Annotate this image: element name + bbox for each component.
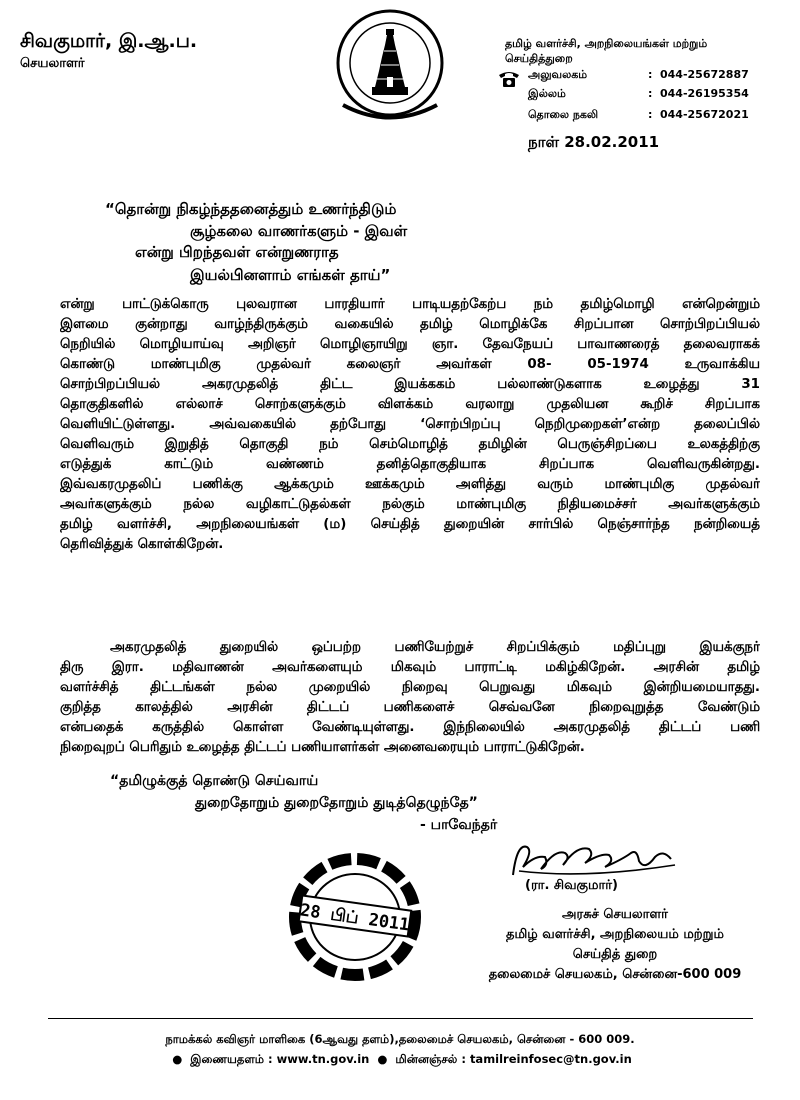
paragraph-line: என்று பாட்டுக்கொரு புலவரான பாரதியார் பாடியதற்கேற்ப நம் தமிழ்மொழி என்றென்றும் — [60, 297, 760, 312]
contact-label: அலுவலகம் — [528, 68, 588, 81]
letter-date: நாள் 28.02.2011 — [528, 133, 660, 151]
sender-title: செயலாளர் — [20, 56, 85, 71]
body-paragraph-2 — [60, 638, 760, 758]
paragraph-line: இளமை குன்றாது வாழ்ந்திருக்கும் வகையில் தமிழ் மொழிக்கே சிறப்பான சொற்பிறப்பியல் — [60, 317, 760, 332]
bullet-icon: ● — [172, 1052, 183, 1066]
paragraph-line: தெரிவித்துக் கொள்கிறேன். — [60, 537, 224, 552]
closing-quote-line: “தமிழுக்குத் தொண்டு செய்வாய் — [110, 773, 319, 789]
opening-quote-line: “தொன்று நிகழ்ந்ததனைத்தும் உணர்ந்திடும் — [105, 200, 397, 218]
paragraph-line: இவ்வகரமுதலிப் பணிக்கு ஆக்கமும் ஊக்கமும் அளித்து வரும் மாண்புமிகு முதல்வர் — [60, 477, 760, 492]
telephone-icon — [498, 70, 520, 88]
paragraph-line: அகரமுதலித் துறையில் ஒப்பற்ற பணியேற்றுச் சிறப்பிக்கும் மதிப்புறு இயக்குநர் — [110, 640, 760, 655]
paragraph-line: அவர்களுக்கும் நல்ல வழிகாட்டுதல்கள் நல்கும் மாண்புமிகு நிதியமைச்சர் அவர்களுக்கும் — [60, 497, 760, 512]
contact-label: இல்லம் — [528, 87, 566, 100]
opening-quote-line: இயல்பினளாம் எங்கள் தாய்” — [190, 266, 391, 284]
paragraph-line: திரு இரா. மதிவாணன் அவர்களையும் மிகவும் பாராட்டி மகிழ்கிறேன். அரசின் தமிழ் — [60, 660, 760, 675]
contact-fax — [528, 108, 798, 124]
designation-line: அரசுச் செயலாளர் — [562, 907, 668, 922]
footer-contacts — [0, 1052, 800, 1068]
paragraph-line: தொகுதிகளில் எல்லாச் சொற்களுக்கும் விளக்கம் வரலாறு முதலியன கூறிச் சிறப்பாக — [60, 397, 760, 412]
paragraph-line: வளர்ச்சித் திட்டங்கள் நல்ல முறையில் நிறைவு பெறுவது மிகவும் இன்றியமையாதது. — [60, 680, 760, 695]
office-seal-stamp — [280, 845, 430, 985]
paragraph-line: வெளிவரும் இறுதித் தொகுதி நம் செம்மொழித் தமிழின் பெருஞ்சிறப்பை உலகத்திற்கு — [60, 437, 760, 452]
email-link[interactable]: tamilreinfosec@tn.gov.in — [469, 1052, 632, 1066]
email-label: மின்னஞ்சல் : — [395, 1052, 466, 1066]
website-label: இணையதளம் : — [190, 1052, 273, 1066]
signatory-designation — [455, 905, 775, 985]
closing-quote-line: துறைதோறும் துறைதோறும் துடித்தெழுந்தே” — [195, 795, 478, 811]
contact-office — [528, 68, 798, 84]
department-line: தமிழ் வளர்ச்சி, அறநிலையங்கள் மற்றும் — [505, 37, 708, 50]
body-paragraph-1 — [60, 295, 760, 555]
opening-quote-line: என்று பிறந்தவள் என்றுணராத — [135, 243, 339, 261]
sender-name: சிவகுமார், இ.ஆ.ப. — [20, 30, 198, 52]
contact-separator: : — [648, 108, 653, 121]
paragraph-line: நெறியில் மொழியாய்வு அறிஞர் மொழிஞாயிறு ஞா. தேவநேயப் பாவாணரைத் தலைவராகக் — [60, 337, 760, 352]
contact-separator: : — [648, 87, 653, 100]
contact-value: 044-26195354 — [660, 87, 749, 100]
contact-label: தொலை நகலி — [528, 108, 599, 121]
paragraph-line: வெளியிட்டுள்ளது. அவ்வகையில் தற்போது ‘சொற்பிறப்பு நெறிமுறைகள்’என்ற தலைப்பில் — [60, 417, 760, 432]
website-link[interactable]: www.tn.gov.in — [276, 1052, 370, 1066]
designation-line: செய்தித் துறை — [572, 947, 658, 962]
contact-value: 044-25672021 — [660, 108, 749, 121]
contact-value: 044-25672887 — [660, 68, 749, 81]
paragraph-line: என்பதைக் கருத்தில் கொள்ள வேண்டியுள்ளது. இந்நிலையில் அகரமுதலித் திட்டப் பணி — [60, 720, 760, 735]
paragraph-line: சொற்பிறப்பியல் அகரமுதலித் திட்ட இயக்ககம் பல்லாண்டுகளாக உழைத்து 31 — [60, 377, 760, 392]
paragraph-line: தமிழ் வளர்ச்சி, அறநிலையங்கள் (ம) செய்தித் துறையின் சார்பில் நெஞ்சார்ந்த நன்றியைத் — [60, 517, 760, 532]
contact-separator: : — [648, 68, 653, 81]
stamp-date: 28 பிப் 2011 — [298, 900, 411, 936]
paragraph-line: குறித்த காலத்தில் அரசின் திட்டப் பணிகளைச் செவ்வனே நிறைவுறுத்த வேண்டும் — [60, 700, 760, 715]
quote-attribution: - பாவேந்தர் — [420, 817, 498, 833]
department-line: செய்தித்துறை — [505, 52, 573, 65]
paragraph-line: எடுத்துக் காட்டும் வண்ணம் தனித்தொகுதியாக சிறப்பாக வெளிவருகின்றது. — [60, 457, 760, 472]
signatory-name: (ரா. சிவகுமார்) — [525, 878, 618, 893]
designation-line: தலைமைச் செயலகம், சென்னை-600 009 — [488, 967, 742, 982]
bullet-icon: ● — [377, 1052, 388, 1066]
contact-residence — [528, 87, 798, 103]
footer-address: நாமக்கல் கவிஞர் மாளிகை (6ஆவது தளம்),தலைமைச் செயலகம், சென்னை - 600 009. — [165, 1032, 635, 1046]
footer-divider — [48, 1018, 753, 1019]
paragraph-line: நிறைவுறப் பெரிதும் உழைத்த திட்டப் பணியாளர்கள் அனைவரையும் பாராட்டுகிறேன். — [60, 740, 585, 755]
opening-quote-line: சூழ்கலை வாணர்களும் - இவள் — [190, 222, 408, 240]
department-name — [505, 36, 795, 66]
paragraph-line: கொண்டு மாண்புமிகு முதல்வர் கலைஞர் அவர்கள் 08- 05-1974 உருவாக்கிய — [60, 357, 760, 372]
tamil-nadu-emblem-icon — [325, 5, 455, 125]
designation-line: தமிழ் வளர்ச்சி, அறநிலையம் மற்றும் — [506, 927, 724, 942]
